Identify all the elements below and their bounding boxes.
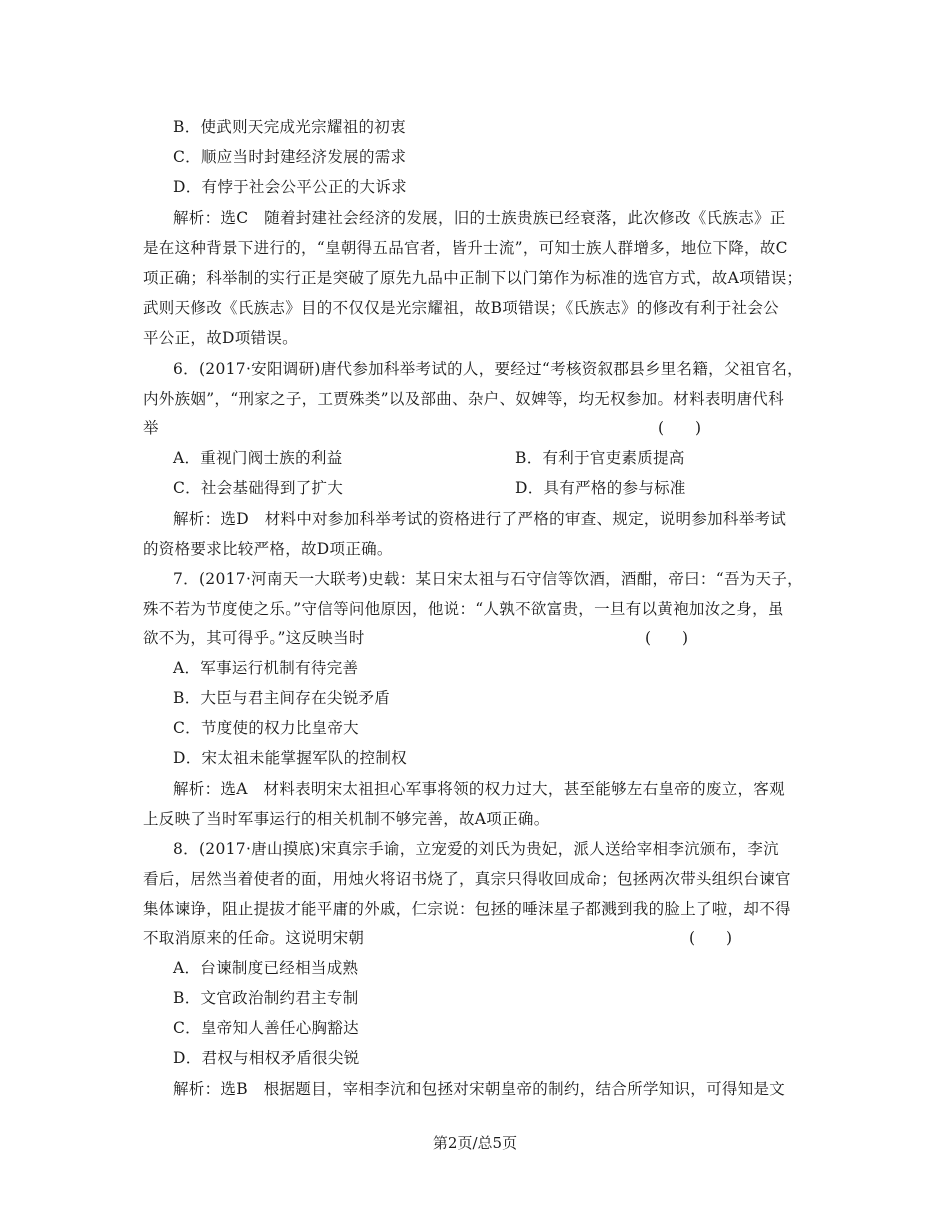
q5-analysis-line: 平公正，故D项错误。 — [143, 329, 298, 347]
q6-answer-blank: ( ) — [658, 419, 702, 437]
q7-option-c: C．节度使的权力比皇帝大 — [173, 719, 359, 737]
q7-answer-blank: ( ) — [645, 629, 689, 647]
q8-stem-line: 看后，居然当着使者的面，用烛火将诏书烧了，真宗只得收回成命；包拯两次带头组织台谏官 — [143, 870, 791, 888]
q8-analysis-line: 解析：选B 根据题目，宰相李沆和包拯对宋朝皇帝的制约，结合所学知识，可得知是文 — [173, 1080, 786, 1098]
q8-option-c: C．皇帝知人善任心胸豁达 — [173, 1019, 359, 1037]
q5-analysis-line: 解析：选C 随着封建社会经济的发展，旧的士族贵族已经衰落，此次修改《氏族志》正 — [173, 209, 786, 227]
q8-answer-blank: ( ) — [689, 929, 733, 947]
page-number: 第2页/总5页 — [432, 1134, 518, 1152]
q8-stem-line: 8．(2017·唐山摸底)宋真宗手谕，立宠爱的刘氏为贵妃，派人送给宰相李沆颁布，李沆 — [173, 840, 779, 858]
q6-option-b: B．有利于官吏素质提高 — [515, 449, 685, 467]
q6-stem-line: 举 — [143, 419, 159, 437]
q5-option-c: C．顺应当时封建经济发展的需求 — [173, 148, 407, 166]
q7-analysis-line: 上反映了当时军事运行的相关机制不够完善，故A项正确。 — [143, 810, 550, 828]
q5-analysis-line: 是在这种背景下进行的，“皇朝得五品官者，皆升士流”，可知士族人群增多，地位下降，故C — [143, 239, 788, 257]
q6-analysis-line: 解析：选D 材料中对参加科举考试的资格进行了严格的审查、规定，说明参加科举考试 — [173, 510, 787, 528]
q7-option-d: D．宋太祖未能掌握军队的控制权 — [173, 749, 407, 767]
q8-option-a: A．台谏制度已经相当成熟 — [173, 959, 359, 977]
q5-analysis-line: 项正确；科举制的实行正是突破了原先九品中正制下以门第作为标准的选官方式，故A项错误； — [143, 269, 803, 287]
q8-stem-line: 不取消原来的任命。这说明宋朝 — [143, 929, 365, 947]
q6-stem-line: 6．(2017·安阳调研)唐代参加科举考试的人，要经过“考核资叙郡县乡里名籍，父祖官名， — [173, 360, 803, 378]
q6-stem-line: 内外族姻”，“刑家之子，工贾殊类”以及部曲、杂户、奴婢等，均无权参加。材料表明唐代科 — [143, 390, 784, 408]
q7-stem-line: 7．(2017·河南天一大联考)史载：某日宋太祖与石守信等饮酒，酒酣，帝曰：“吾为天子， — [173, 570, 803, 588]
q7-option-a: A．军事运行机制有待完善 — [173, 659, 359, 677]
q7-option-b: B．大臣与君主间存在尖锐矛盾 — [173, 689, 391, 707]
q8-option-b: B．文官政治制约君主专制 — [173, 989, 359, 1007]
q6-analysis-line: 的资格要求比较严格，故D项正确。 — [143, 540, 393, 558]
q7-stem-line: 欲不为，其可得乎。”这反映当时 — [143, 629, 365, 647]
q5-analysis-line: 武则天修改《氏族志》目的不仅仅是光宗耀祖，故B项错误；《氏族志》的修改有利于社会公 — [143, 299, 779, 317]
q6-option-d: D．具有严格的参与标准 — [515, 479, 686, 497]
q5-option-d: D．有悖于社会公平公正的大诉求 — [173, 178, 407, 196]
q7-analysis-line: 解析：选A 材料表明宋太祖担心军事将领的权力过大，甚至能够左右皇帝的废立，客观 — [173, 780, 785, 798]
q6-option-a: A．重视门阀士族的利益 — [173, 449, 343, 467]
q6-option-c: C．社会基础得到了扩大 — [173, 479, 344, 497]
q7-stem-line: 殊不若为节度使之乐。”守信等问他原因，他说：“人孰不欲富贵，一旦有以黄袍加汝之身，虽 — [143, 600, 784, 618]
q8-option-d: D．君权与相权矛盾很尖锐 — [173, 1049, 360, 1067]
q8-stem-line: 集体谏诤，阻止提拔才能平庸的外戚，仁宗说：包拯的唾沫星子都溅到我的脸上了啦，却不得 — [143, 900, 791, 918]
q5-option-b: B．使武则天完成光宗耀祖的初衷 — [173, 118, 406, 136]
